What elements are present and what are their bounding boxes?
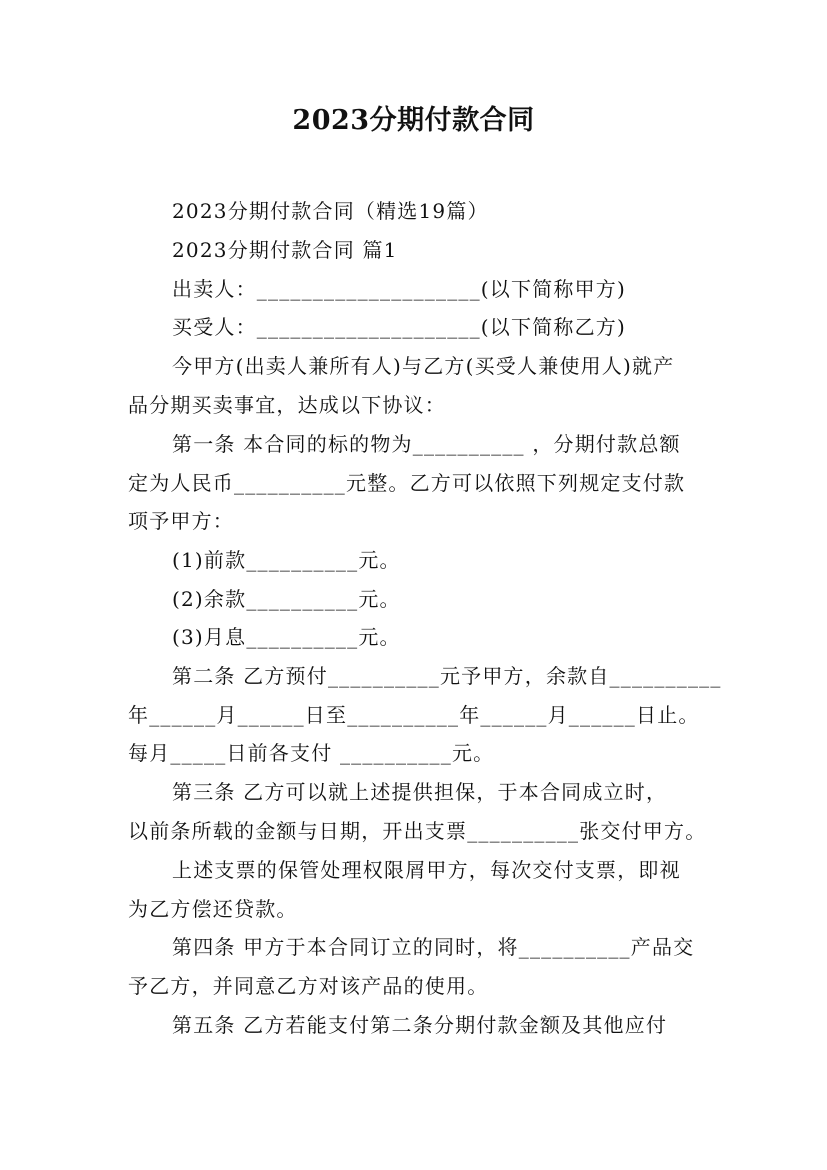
line-preamble-cont: 品分期买卖事宜，达成以下协议： — [128, 393, 446, 417]
line-article-1: 第一条 本合同的标的物为__________ ，分期付款总额 — [172, 432, 681, 456]
line-article-3-para-cont: 为乙方偿还贷款。 — [128, 897, 298, 921]
line-item-3: (3)月息__________元。 — [172, 625, 401, 649]
line-section-heading: 2023分期付款合同 篇1 — [172, 238, 398, 262]
line-article-5: 第五条 乙方若能支付第二条分期付款金额及其他应付 — [172, 1013, 668, 1037]
line-article-4: 第四条 甲方于本合同订立的同时，将__________产品交 — [172, 935, 695, 959]
line-article-3-cont: 以前条所载的金额与日期，开出支票__________张交付甲方。 — [128, 819, 707, 843]
document-title: 2023分期付款合同 — [292, 105, 535, 136]
line-article-3-para: 上述支票的保管处理权限屑甲方，每次交付支票，即视 — [172, 858, 681, 882]
line-seller: 出卖人：____________________(以下简称甲方) — [172, 277, 627, 301]
line-preamble: 今甲方(出卖人兼所有人)与乙方(买受人兼使用人)就产 — [172, 354, 675, 378]
line-article-1-cont: 项予甲方： — [128, 509, 234, 533]
line-item-2: (2)余款__________元。 — [172, 587, 401, 611]
line-article-4-cont: 予乙方，并同意乙方对该产品的使用。 — [128, 974, 489, 998]
line-article-2: 第二条 乙方预付__________元予甲方，余款自__________ — [172, 664, 722, 688]
line-article-2-cont: 每月_____日前各支付 __________元。 — [128, 741, 495, 765]
line-article-2-cont: 年______月______日至__________年______月______日止。 — [128, 703, 700, 727]
line-item-1: (1)前款__________元。 — [172, 548, 401, 572]
line-article-1-cont: 定为人民币__________元整。乙方可以依照下列规定支付款 — [128, 471, 686, 495]
line-article-3: 第三条 乙方可以就上述提供担保，于本合同成立时， — [172, 780, 668, 804]
line-buyer: 买受人：____________________(以下简称乙方) — [172, 315, 627, 339]
line-subtitle: 2023分期付款合同（精选19篇） — [172, 199, 489, 223]
